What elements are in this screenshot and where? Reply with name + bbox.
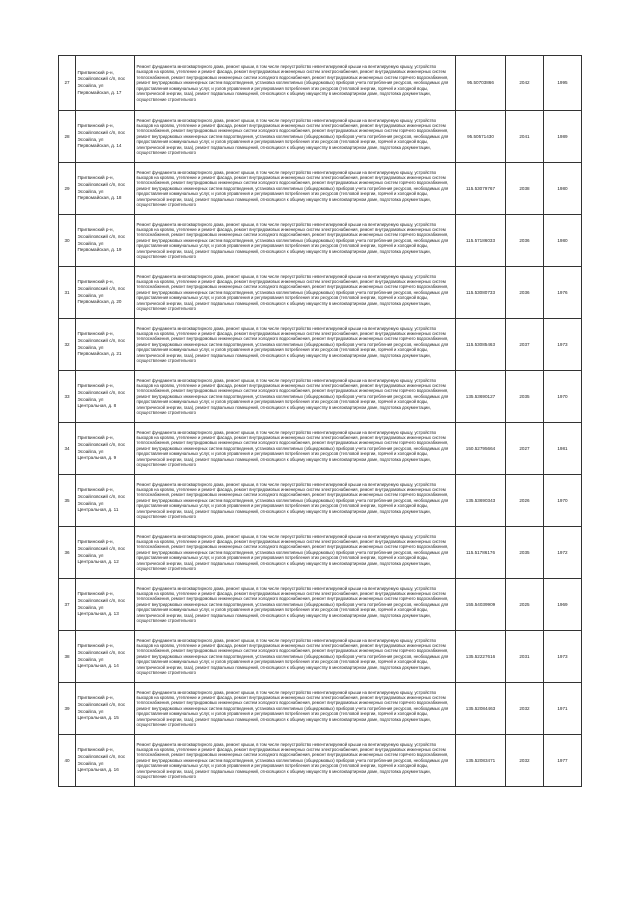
row-number: 32 (59, 319, 76, 371)
repair-year-cell: 2037 (506, 319, 544, 371)
build-year-cell: 1977 (544, 735, 582, 787)
repair-year-cell: 2041 (506, 111, 544, 163)
cost-cell: 150.52795664 (456, 423, 506, 475)
works-cell: Ремонт фундамента многоквартирного дома, ремонт крыши, в том числе переустройство невентилируемой крыши на вентилируемую крышу, устройство выходов на кровлю, утепление и ремонт фасада, ремонт внутридомовых инженерных систем электроснабжения, ремонт внутридомовых инженерных систем теплоснабжения, ремонт внутридомовых инженерных систем холодного водоснабжения, ремонт внутридомовых инженерных систем горячего водоснабжения, ремонт внутридомовых инженерных систем водоотведения, установка коллективных (общедомовых) приборов учета потребления ресурсов, необходимых для предоставления коммунальных услуг, и узлов управления и регулирования потребления этих ресурсов (тепловой энергии, горячей и холодной воды, электрической энергии, газа), ремонт подвальных помещений, относящихся к общему имуществу в многоквартирном доме, подготовка документации, осуществление строительного (135, 423, 456, 475)
address-cell: Пригвинский р-н, Эсоайловский с/п, пос Эсоайла, ул Центральная, д. 9 (76, 423, 135, 475)
build-year-cell: 1972 (544, 527, 582, 579)
cost-cell: 95.50571430 (456, 111, 506, 163)
row-number: 30 (59, 215, 76, 267)
table-row (59, 631, 582, 683)
repair-year-cell: 2032 (506, 683, 544, 735)
address-cell: Пригвинский р-н, Эсоайловский с/п, пос Эсоайла, ул Центральная, д. 13 (76, 579, 135, 631)
build-year-cell: 1981 (544, 423, 582, 475)
repair-year-cell: 2032 (506, 735, 544, 787)
works-cell: Ремонт фундамента многоквартирного дома, ремонт крыши, в том числе переустройство невентилируемой крыши на вентилируемую крышу, устройство выходов на кровлю, утепление и ремонт фасада, ремонт внутридомовых инженерных систем электроснабжения, ремонт внутридомовых инженерных систем теплоснабжения, ремонт внутридомовых инженерных систем холодного водоснабжения, ремонт внутридомовых инженерных систем горячего водоснабжения, ремонт внутридомовых инженерных систем водоотведения, установка коллективных (общедомовых) приборов учета потребления ресурсов, необходимых для предоставления коммунальных услуг, и узлов управления и регулирования потребления этих ресурсов (тепловой энергии, горячей и холодной воды, электрической энергии, газа), ремонт подвальных помещений, относящихся к общему имуществу в многоквартирном доме, подготовка документации, осуществление строительного (135, 267, 456, 319)
address-cell: Пригвинский р-н, Эсоайловский с/п, пос Эсоайла, ул Центральная, д. 14 (76, 631, 135, 683)
build-year-cell: 1989 (544, 111, 582, 163)
repair-year-cell: 2038 (506, 163, 544, 215)
address-cell: Пригвинский р-н, Эсоайловский с/п, пос Эсоайла, ул Центральная, д. 15 (76, 683, 135, 735)
cost-cell: 135.53690127 (456, 371, 506, 423)
repair-year-cell: 2035 (506, 527, 544, 579)
row-number: 27 (59, 56, 76, 111)
build-year-cell: 1980 (544, 163, 582, 215)
table-row (59, 683, 582, 735)
works-cell: Ремонт фундамента многоквартирного дома, ремонт крыши, в том числе переустройство невентилируемой крыши на вентилируемую крышу, устройство выходов на кровлю, утепление и ремонт фасада, ремонт внутридомовых инженерных систем электроснабжения, ремонт внутридомовых инженерных систем теплоснабжения, ремонт внутридомовых инженерных систем холодного водоснабжения, ремонт внутридомовых инженерных систем горячего водоснабжения, ремонт внутридомовых инженерных систем водоотведения, установка коллективных (общедомовых) приборов учета потребления ресурсов, необходимых для предоставления коммунальных услуг, и узлов управления и регулирования потребления этих ресурсов (тепловой энергии, горячей и холодной воды, электрической энергии, газа), ремонт подвальных помещений, относящихся к общему имуществу в многоквартирном доме, подготовка документации, осуществление строительного (135, 319, 456, 371)
table-row (59, 527, 582, 579)
row-number: 35 (59, 475, 76, 527)
cost-cell: 115.53085463 (456, 319, 506, 371)
build-year-cell: 1970 (544, 475, 582, 527)
table-row (59, 371, 582, 423)
repair-year-cell: 2025 (506, 579, 544, 631)
repair-program-table (58, 55, 582, 787)
build-year-cell: 1973 (544, 631, 582, 683)
row-number: 34 (59, 423, 76, 475)
cost-cell: 115.57186033 (456, 215, 506, 267)
table-row (59, 423, 582, 475)
table-row (59, 111, 582, 163)
table-row (59, 56, 582, 111)
table-body (59, 56, 582, 787)
address-cell: Пригвинский р-н, Эсоайловский с/п, пос Эсоайла, ул Центральная, д. 12 (76, 527, 135, 579)
works-cell: Ремонт фундамента многоквартирного дома, ремонт крыши, в том числе переустройство невентилируемой крыши на вентилируемую крышу, устройство выходов на кровлю, утепление и ремонт фасада, ремонт внутридомовых инженерных систем электроснабжения, ремонт внутридомовых инженерных систем теплоснабжения, ремонт внутридомовых инженерных систем холодного водоснабжения, ремонт внутридомовых инженерных систем горячего водоснабжения, ремонт внутридомовых инженерных систем водоотведения, установка коллективных (общедомовых) приборов учета потребления ресурсов, необходимых для предоставления коммунальных услуг, и узлов управления и регулирования потребления этих ресурсов (тепловой энергии, горячей и холодной воды, электрической энергии, газа), ремонт подвальных помещений, относящихся к общему имуществу в многоквартирном доме, подготовка документации, осуществление строительного (135, 683, 456, 735)
works-cell: Ремонт фундамента многоквартирного дома, ремонт крыши, в том числе переустройство невентилируемой крыши на вентилируемую крышу, устройство выходов на кровлю, утепление и ремонт фасада, ремонт внутридомовых инженерных систем электроснабжения, ремонт внутридомовых инженерных систем теплоснабжения, ремонт внутридомовых инженерных систем холодного водоснабжения, ремонт внутридомовых инженерных систем горячего водоснабжения, ремонт внутридомовых инженерных систем водоотведения, установка коллективных (общедомовых) приборов учета потребления ресурсов, необходимых для предоставления коммунальных услуг, и узлов управления и регулирования потребления этих ресурсов (тепловой энергии, горячей и холодной воды, электрической энергии, газа), ремонт подвальных помещений, относящихся к общему имуществу в многоквартирном доме, подготовка документации, осуществление строительного (135, 56, 456, 111)
build-year-cell: 1970 (544, 371, 582, 423)
repair-year-cell: 2042 (506, 56, 544, 111)
cost-cell: 135.52084463 (456, 683, 506, 735)
address-cell: Пригвинский р-н, Эсоайловский с/п, пос Эсоайла, ул Центральная, д. 16 (76, 735, 135, 787)
document-sheet (58, 55, 581, 787)
address-cell: Пригвинский р-н, Эсоайловский с/п, пос Эсоайла, ул Первомайская, д. 18 (76, 163, 135, 215)
table-row (59, 267, 582, 319)
address-cell: Пригвинский р-н, Эсоайловский с/п, пос Эсоайла, ул Первомайская, д. 19 (76, 215, 135, 267)
table-row (59, 163, 582, 215)
build-year-cell: 1969 (544, 579, 582, 631)
row-number: 39 (59, 683, 76, 735)
cost-cell: 115.53080733 (456, 267, 506, 319)
cost-cell: 115.51786176 (456, 527, 506, 579)
table-row (59, 319, 582, 371)
address-cell: Пригвинский р-н, Эсоайловский с/п, пос Эсоайла, ул Первомайская, д. 20 (76, 267, 135, 319)
table-row (59, 579, 582, 631)
cost-cell: 135.52227616 (456, 631, 506, 683)
row-number: 37 (59, 579, 76, 631)
repair-year-cell: 2035 (506, 371, 544, 423)
repair-year-cell: 2036 (506, 215, 544, 267)
build-year-cell: 1995 (544, 56, 582, 111)
row-number: 28 (59, 111, 76, 163)
works-cell: Ремонт фундамента многоквартирного дома, ремонт крыши, в том числе переустройство невентилируемой крыши на вентилируемую крышу, устройство выходов на кровлю, утепление и ремонт фасада, ремонт внутридомовых инженерных систем электроснабжения, ремонт внутридомовых инженерных систем теплоснабжения, ремонт внутридомовых инженерных систем холодного водоснабжения, ремонт внутридомовых инженерных систем горячего водоснабжения, ремонт внутридомовых инженерных систем водоотведения, установка коллективных (общедомовых) приборов учета потребления ресурсов, необходимых для предоставления коммунальных услуг, и узлов управления и регулирования потребления этих ресурсов (тепловой энергии, горячей и холодной воды, электрической энергии, газа), ремонт подвальных помещений, относящихся к общему имуществу в многоквартирном доме, подготовка документации, осуществление строительного (135, 371, 456, 423)
cost-cell: 115.53079767 (456, 163, 506, 215)
cost-cell: 135.53690343 (456, 475, 506, 527)
works-cell: Ремонт фундамента многоквартирного дома, ремонт крыши, в том числе переустройство невентилируемой крыши на вентилируемую крышу, устройство выходов на кровлю, утепление и ремонт фасада, ремонт внутридомовых инженерных систем электроснабжения, ремонт внутридомовых инженерных систем теплоснабжения, ремонт внутридомовых инженерных систем холодного водоснабжения, ремонт внутридомовых инженерных систем горячего водоснабжения, ремонт внутридомовых инженерных систем водоотведения, установка коллективных (общедомовых) приборов учета потребления ресурсов, необходимых для предоставления коммунальных услуг, и узлов управления и регулирования потребления этих ресурсов (тепловой энергии, горячей и холодной воды, электрической энергии, газа), ремонт подвальных помещений, относящихся к общему имуществу в многоквартирном доме, подготовка документации, осуществление строительного (135, 215, 456, 267)
row-number: 31 (59, 267, 76, 319)
table-row (59, 735, 582, 787)
cost-cell: 155.54039909 (456, 579, 506, 631)
table-row (59, 475, 582, 527)
works-cell: Ремонт фундамента многоквартирного дома, ремонт крыши, в том числе переустройство невентилируемой крыши на вентилируемую крышу, устройство выходов на кровлю, утепление и ремонт фасада, ремонт внутридомовых инженерных систем электроснабжения, ремонт внутридомовых инженерных систем теплоснабжения, ремонт внутридомовых инженерных систем холодного водоснабжения, ремонт внутридомовых инженерных систем горячего водоснабжения, ремонт внутридомовых инженерных систем водоотведения, установка коллективных (общедомовых) приборов учета потребления ресурсов, необходимых для предоставления коммунальных услуг, и узлов управления и регулирования потребления этих ресурсов (тепловой энергии, горячей и холодной воды, электрической энергии, газа), ремонт подвальных помещений, относящихся к общему имуществу в многоквартирном доме, подготовка документации, осуществление строительного (135, 527, 456, 579)
repair-year-cell: 2026 (506, 475, 544, 527)
build-year-cell: 1976 (544, 267, 582, 319)
works-cell: Ремонт фундамента многоквартирного дома, ремонт крыши, в том числе переустройство невентилируемой крыши на вентилируемую крышу, устройство выходов на кровлю, утепление и ремонт фасада, ремонт внутридомовых инженерных систем электроснабжения, ремонт внутридомовых инженерных систем теплоснабжения, ремонт внутридомовых инженерных систем холодного водоснабжения, ремонт внутридомовых инженерных систем горячего водоснабжения, ремонт внутридомовых инженерных систем водоотведения, установка коллективных (общедомовых) приборов учета потребления ресурсов, необходимых для предоставления коммунальных услуг, и узлов управления и регулирования потребления этих ресурсов (тепловой энергии, горячей и холодной воды, электрической энергии, газа), ремонт подвальных помещений, относящихся к общему имуществу в многоквартирном доме, подготовка документации, осуществление строительного (135, 579, 456, 631)
address-cell: Пригвинский р-н, Эсоайловский с/п, пос Эсоайла, ул Первомайская, д. 17 (76, 56, 135, 111)
build-year-cell: 1980 (544, 215, 582, 267)
row-number: 36 (59, 527, 76, 579)
table-row (59, 215, 582, 267)
build-year-cell: 1973 (544, 319, 582, 371)
address-cell: Пригвинский р-н, Эсоайловский с/п, пос Эсоайла, ул Центральная, д. 8 (76, 371, 135, 423)
cost-cell: 135.52083471 (456, 735, 506, 787)
works-cell: Ремонт фундамента многоквартирного дома, ремонт крыши, в том числе переустройство невентилируемой крыши на вентилируемую крышу, устройство выходов на кровлю, утепление и ремонт фасада, ремонт внутридомовых инженерных систем электроснабжения, ремонт внутридомовых инженерных систем теплоснабжения, ремонт внутридомовых инженерных систем холодного водоснабжения, ремонт внутридомовых инженерных систем горячего водоснабжения, ремонт внутридомовых инженерных систем водоотведения, установка коллективных (общедомовых) приборов учета потребления ресурсов, необходимых для предоставления коммунальных услуг, и узлов управления и регулирования потребления этих ресурсов (тепловой энергии, горячей и холодной воды, электрической энергии, газа), ремонт подвальных помещений, относящихся к общему имуществу в многоквартирном доме, подготовка документации, осуществление строительного (135, 475, 456, 527)
repair-year-cell: 2027 (506, 423, 544, 475)
row-number: 38 (59, 631, 76, 683)
works-cell: Ремонт фундамента многоквартирного дома, ремонт крыши, в том числе переустройство невентилируемой крыши на вентилируемую крышу, устройство выходов на кровлю, утепление и ремонт фасада, ремонт внутридомовых инженерных систем электроснабжения, ремонт внутридомовых инженерных систем теплоснабжения, ремонт внутридомовых инженерных систем холодного водоснабжения, ремонт внутридомовых инженерных систем горячего водоснабжения, ремонт внутридомовых инженерных систем водоотведения, установка коллективных (общедомовых) приборов учета потребления ресурсов, необходимых для предоставления коммунальных услуг, и узлов управления и регулирования потребления этих ресурсов (тепловой энергии, горячей и холодной воды, электрической энергии, газа), ремонт подвальных помещений, относящихся к общему имуществу в многоквартирном доме, подготовка документации, осуществление строительного (135, 163, 456, 215)
works-cell: Ремонт фундамента многоквартирного дома, ремонт крыши, в том числе переустройство невентилируемой крыши на вентилируемую крышу, устройство выходов на кровлю, утепление и ремонт фасада, ремонт внутридомовых инженерных систем электроснабжения, ремонт внутридомовых инженерных систем теплоснабжения, ремонт внутридомовых инженерных систем холодного водоснабжения, ремонт внутридомовых инженерных систем горячего водоснабжения, ремонт внутридомовых инженерных систем водоотведения, установка коллективных (общедомовых) приборов учета потребления ресурсов, необходимых для предоставления коммунальных услуг, и узлов управления и регулирования потребления этих ресурсов (тепловой энергии, горячей и холодной воды, электрической энергии, газа), ремонт подвальных помещений, относящихся к общему имуществу в многоквартирном доме, подготовка документации, осуществление строительного (135, 111, 456, 163)
works-cell: Ремонт фундамента многоквартирного дома, ремонт крыши, в том числе переустройство невентилируемой крыши на вентилируемую крышу, устройство выходов на кровлю, утепление и ремонт фасада, ремонт внутридомовых инженерных систем электроснабжения, ремонт внутридомовых инженерных систем теплоснабжения, ремонт внутридомовых инженерных систем холодного водоснабжения, ремонт внутридомовых инженерных систем горячего водоснабжения, ремонт внутридомовых инженерных систем водоотведения, установка коллективных (общедомовых) приборов учета потребления ресурсов, необходимых для предоставления коммунальных услуг, и узлов управления и регулирования потребления этих ресурсов (тепловой энергии, горячей и холодной воды, электрической энергии, газа), ремонт подвальных помещений, относящихся к общему имуществу в многоквартирном доме, подготовка документации, осуществление строительного (135, 631, 456, 683)
row-number: 40 (59, 735, 76, 787)
address-cell: Пригвинский р-н, Эсоайловский с/п, пос Эсоайла, ул Первомайская, д. 21 (76, 319, 135, 371)
row-number: 29 (59, 163, 76, 215)
works-cell: Ремонт фундамента многоквартирного дома, ремонт крыши, в том числе переустройство невентилируемой крыши на вентилируемую крышу, устройство выходов на кровлю, утепление и ремонт фасада, ремонт внутридомовых инженерных систем электроснабжения, ремонт внутридомовых инженерных систем теплоснабжения, ремонт внутридомовых инженерных систем холодного водоснабжения, ремонт внутридомовых инженерных систем горячего водоснабжения, ремонт внутридомовых инженерных систем водоотведения, установка коллективных (общедомовых) приборов учета потребления ресурсов, необходимых для предоставления коммунальных услуг, и узлов управления и регулирования потребления этих ресурсов (тепловой энергии, горячей и холодной воды, электрической энергии, газа), ремонт подвальных помещений, относящихся к общему имуществу в многоквартирном доме, подготовка документации, осуществление строительного (135, 735, 456, 787)
address-cell: Пригвинский р-н, Эсоайловский с/п, пос Эсоайла, ул Центральная, д. 11 (76, 475, 135, 527)
cost-cell: 95.50703866 (456, 56, 506, 111)
build-year-cell: 1971 (544, 683, 582, 735)
repair-year-cell: 2036 (506, 267, 544, 319)
address-cell: Пригвинский р-н, Эсоайловский с/п, пос Эсоайла, ул Первомайская, д. 14 (76, 111, 135, 163)
repair-year-cell: 2031 (506, 631, 544, 683)
row-number: 33 (59, 371, 76, 423)
